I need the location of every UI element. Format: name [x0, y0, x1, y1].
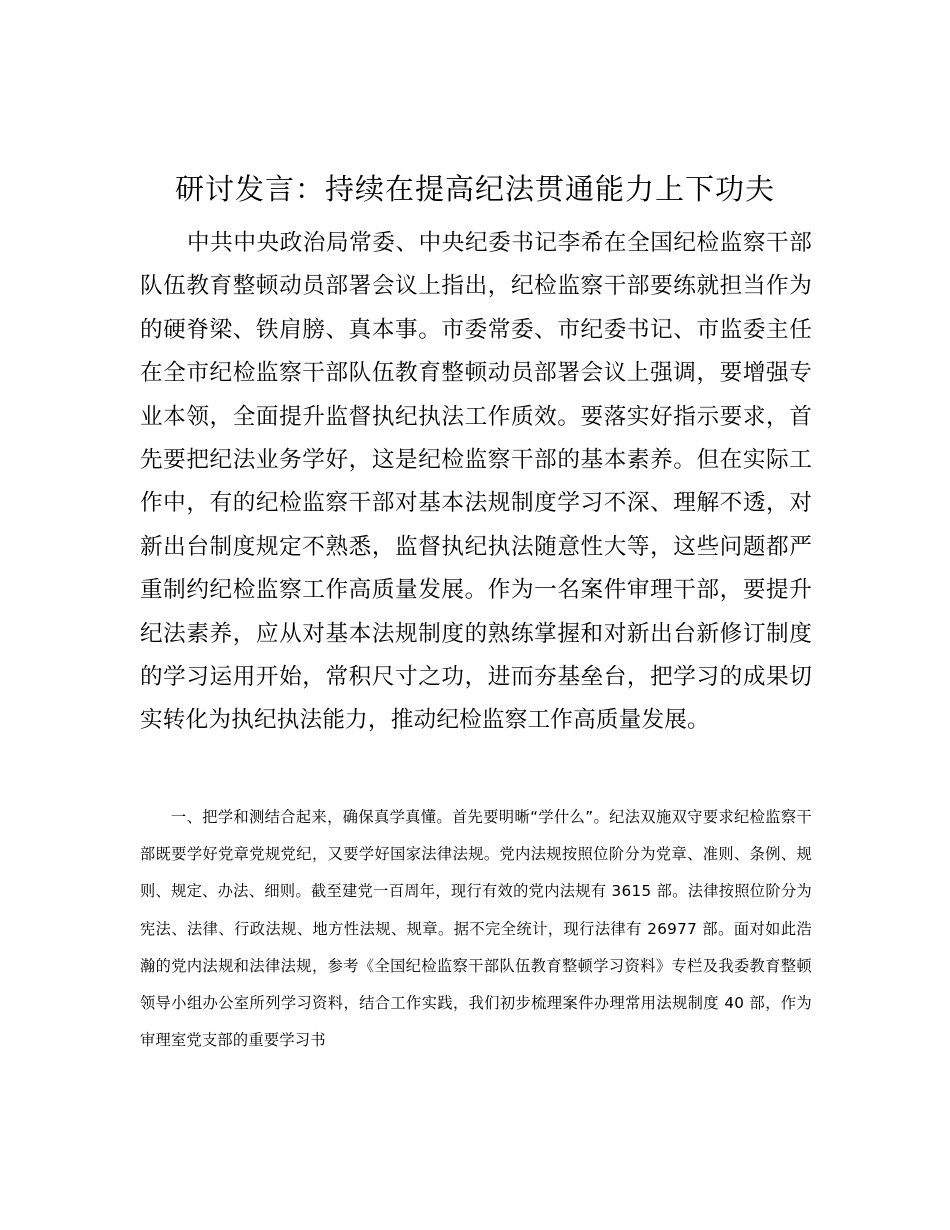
section-one-paragraph: 一、把学和测结合起来，确保真学真懂。首先要明晰“学什么”。纪法双施双守要求纪检监察干部既要学好党章党规党纪，又要学好国家法律法规。党内法规按照位阶分为党章、准则、条例、规则、规定、办法、细则。截至建党一百周年，现行有效的党内法规有 3615 部。法律按照位阶分为宪法、法律、行政法规、地方性法规、规章。据不完全统计，现行法律有 26977 部。面对如此浩瀚的党内法规和法律法规，参考《全国纪检监察干部队伍教育整顿学习资料》专栏及我委教育整顿领导小组办公室所列学习资料，结合工作实践，我们初步梳理案件办理常用法规制度 40 部，作为审理室党支部的重要学习书 — [140, 808, 812, 1050]
page-title: 研讨发言：持续在提高纪法贯通能力上下功夫 — [174, 172, 775, 206]
lead-paragraph: 中共中央政治局常委、中央纪委书记李希在全国纪检监察干部队伍教育整顿动员部署会议上指出，纪检监察干部要练就担当作为的硬脊梁、铁肩膀、真本事。市委常委、市纪委书记、市监委主任在全市纪检监察干部队伍教育整顿动员部署会议上强调，要增强专业本领，全面提升监督执纪执法工作质效。要落实好指示要求，首先要把纪法业务学好，这是纪检监察干部的基本素养。但在实际工作中，有的纪检监察干部对基本法规制度学习不深、理解不透，对新出台制度规定不熟悉，监督执纪执法随意性大等，这些问题都严重制约纪检监察工作高质量发展。作为一名案件审理干部，要提升纪法素养，应从对基本法规制度的熟练掌握和对新出台新修订制度的学习运用开始，常积尺寸之功，进而夯基垒台，把学习的成果切实转化为执纪执法能力，推动纪检监察工作高质量发展。 — [140, 230, 812, 734]
